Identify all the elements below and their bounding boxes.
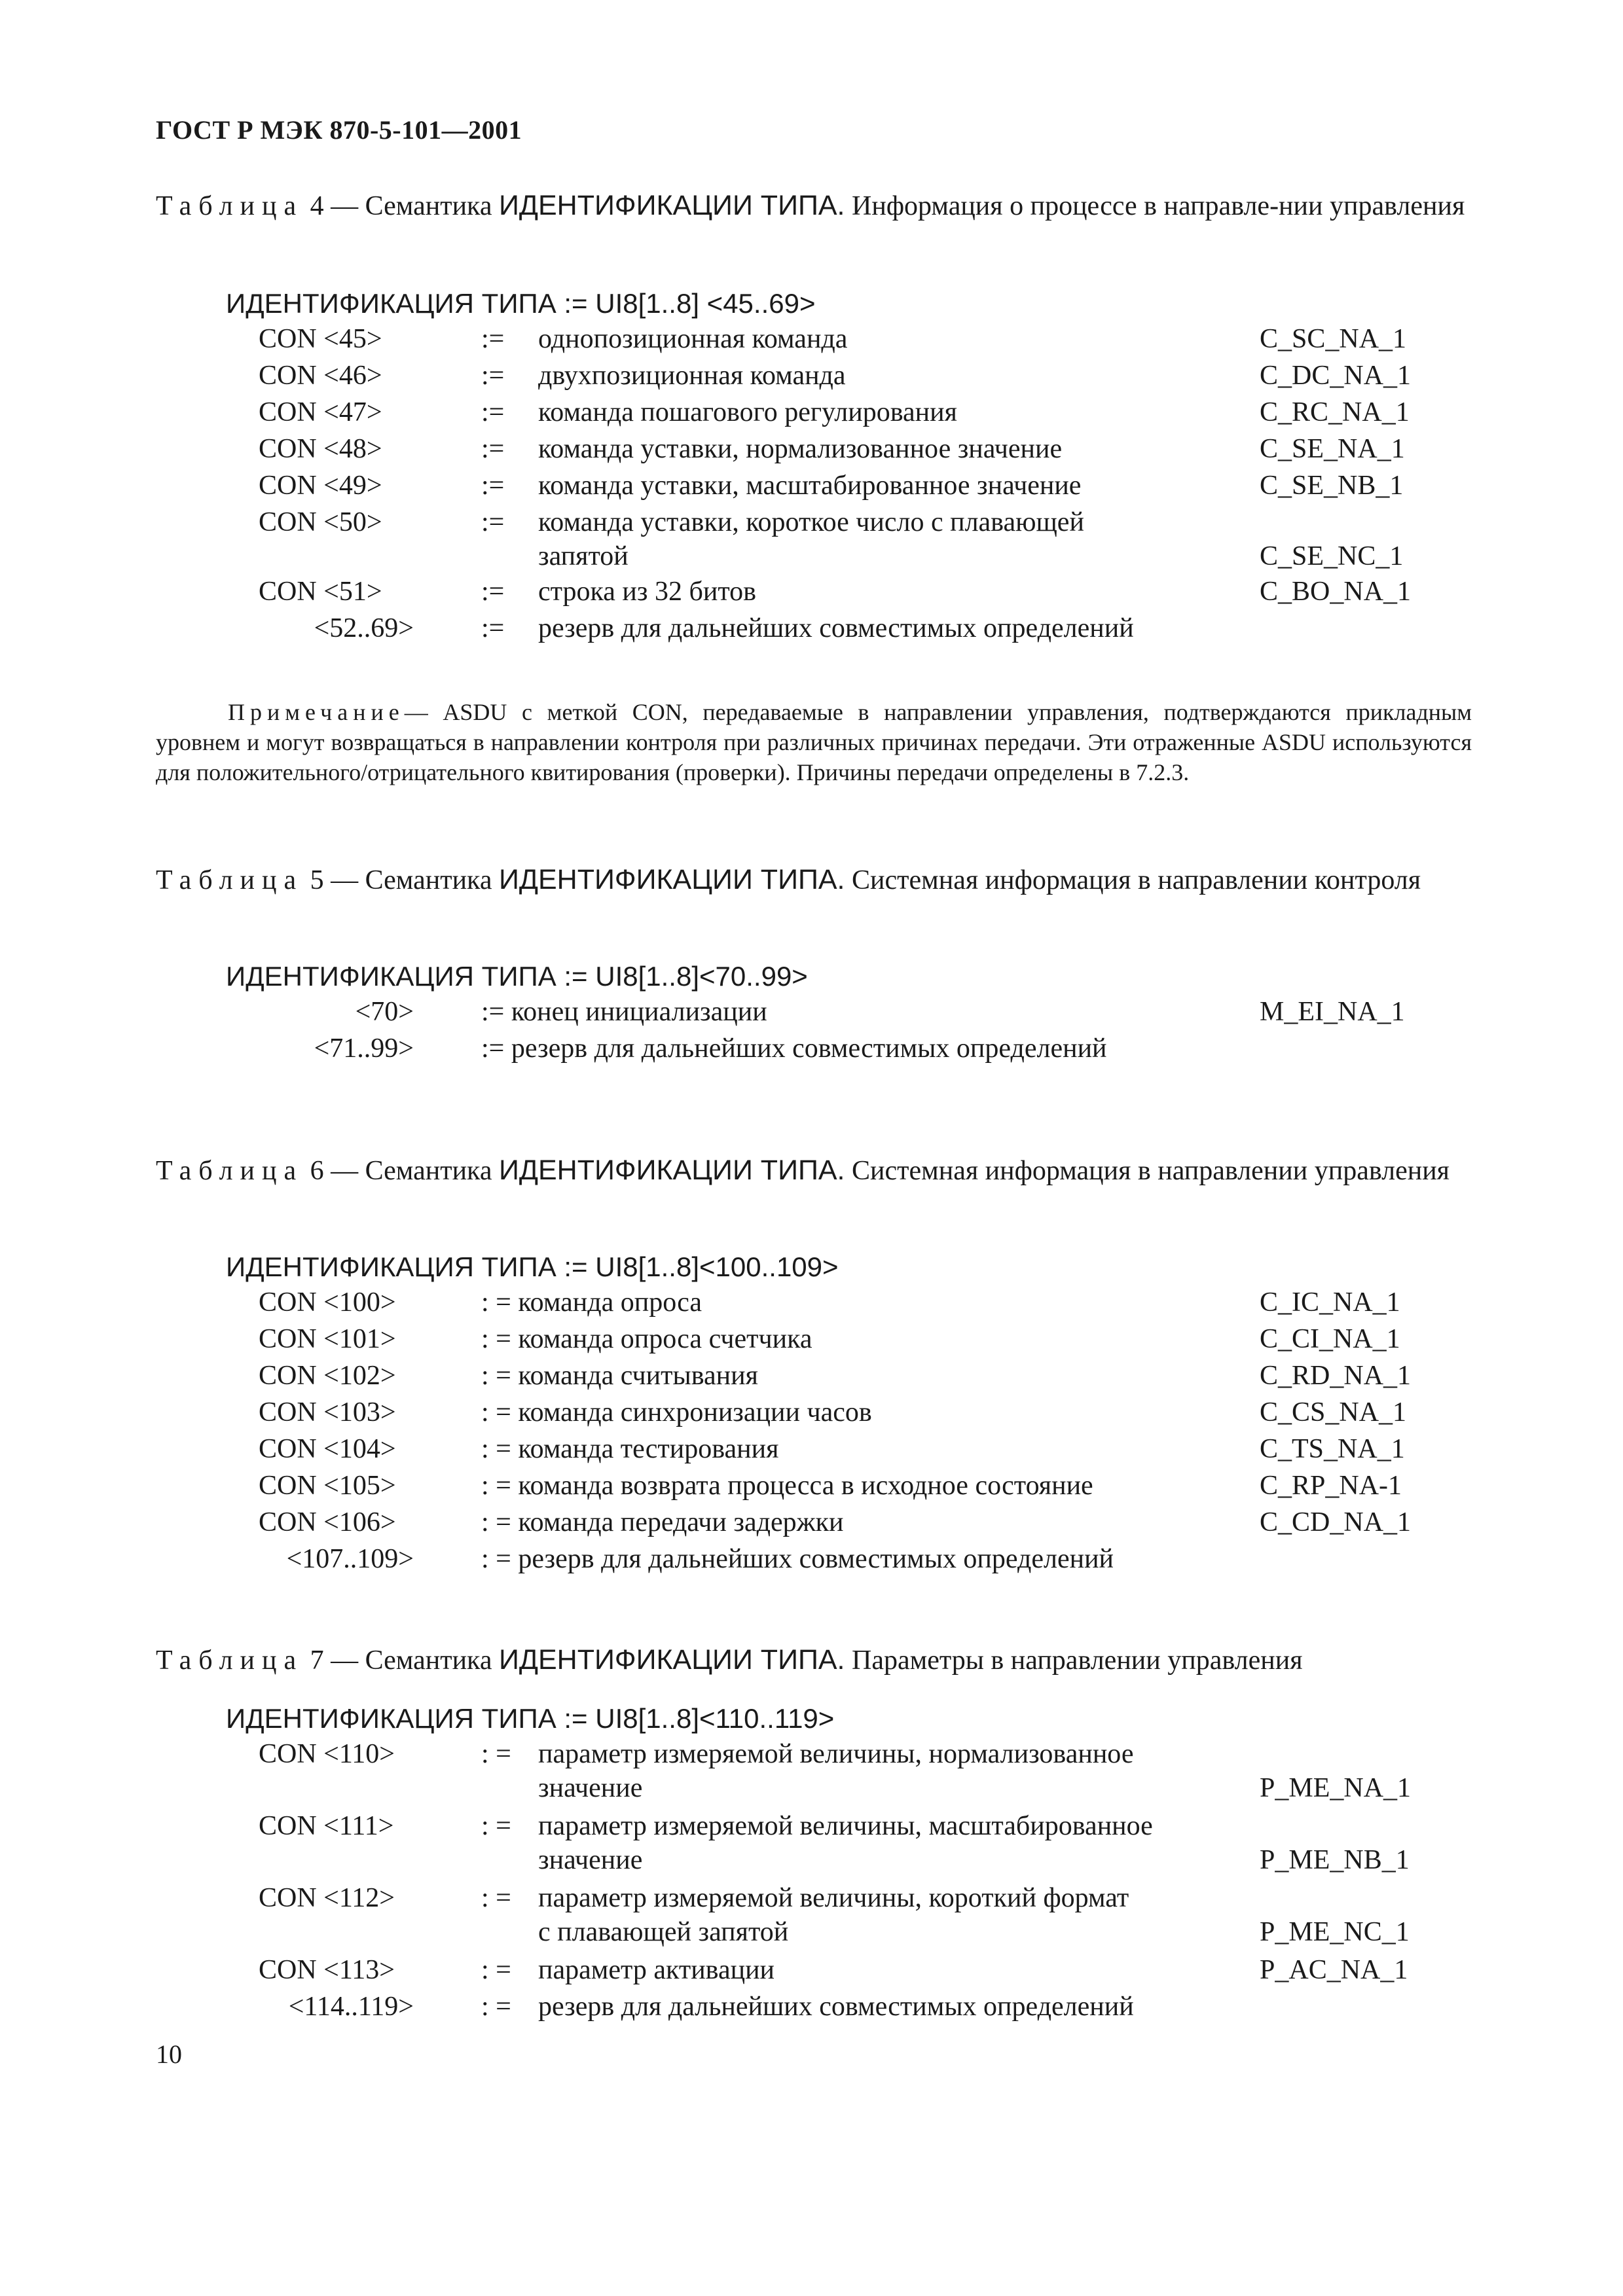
mnemonic-cell: C_SE_NB_1	[1260, 471, 1404, 501]
assign-operator: :=	[481, 471, 505, 501]
assign-operator: : =	[481, 1955, 511, 1985]
assign-operator: :=	[481, 324, 505, 354]
mnemonic-cell: P_ME_NC_1	[1260, 1917, 1410, 1947]
table6-definition: ИДЕНТИФИКАЦИЯ ТИПА := UI8[1..8]<100..109>	[226, 1251, 839, 1282]
description-cell: команда пошагового регулирования	[538, 397, 957, 427]
mnemonic-cell: C_RP_NA-1	[1260, 1471, 1402, 1501]
type-id-cell: <114..119>	[288, 1992, 414, 2022]
type-id-cell: CON <110>	[259, 1739, 395, 1769]
mnemonic-cell: C_BO_NA_1	[1260, 577, 1412, 607]
table4-caption-sem: Семантика	[365, 191, 492, 221]
table6-caption	[156, 1153, 1472, 1188]
description-cont: запятой	[538, 541, 629, 571]
table7-caption-dash: —	[331, 1645, 359, 1676]
description-cell: параметр измеряемой величины, масштабированное	[538, 1811, 1153, 1841]
table-row	[0, 1952, 1408, 1988]
type-id-cell: CON <101>	[259, 1324, 396, 1354]
mnemonic-cell: C_CD_NA_1	[1260, 1507, 1412, 1537]
page-header: ГОСТ Р МЭК 870-5-101—2001	[156, 115, 522, 145]
page-number: 10	[156, 2039, 182, 2069]
table6-caption-type: ИДЕНТИФИКАЦИИ ТИПА.	[498, 1155, 845, 1186]
assign-operator: : =	[481, 1992, 511, 2022]
description-cell: двухпозиционная команда	[538, 361, 846, 391]
type-id-cell: CON <100>	[259, 1287, 396, 1318]
table-row	[0, 1394, 1407, 1431]
mnemonic-cell: C_SE_NA_1	[1260, 434, 1405, 464]
table6-caption-word: Таблица	[156, 1156, 304, 1186]
table-row	[0, 994, 1405, 1030]
table7-caption-word: Таблица	[156, 1645, 304, 1676]
table5-caption-sem: Семантика	[365, 865, 492, 895]
table5-caption	[156, 863, 1472, 897]
description-cell: команда уставки, нормализованное значение	[538, 434, 1063, 464]
description-cell: : = команда возврата процесса в исходное состояние	[481, 1471, 1093, 1501]
table-row	[0, 1988, 1375, 2025]
table-row	[0, 1467, 1402, 1504]
assign-operator: : =	[481, 1811, 511, 1841]
table5-caption-dash: —	[331, 865, 359, 895]
type-id-cell: CON <112>	[259, 1883, 395, 1913]
description-cell: : = команда синхронизации часов	[481, 1397, 872, 1427]
table4-caption-num: 4	[310, 191, 324, 221]
table-row	[0, 610, 1375, 647]
type-id-cell: CON <50>	[259, 507, 382, 537]
description-cont: значение	[538, 1845, 643, 1875]
type-id-cell: CON <104>	[259, 1434, 396, 1464]
mnemonic-cell: P_AC_NA_1	[1260, 1955, 1408, 1985]
assign-operator: :=	[481, 577, 505, 607]
table-row	[0, 1284, 1400, 1321]
table7-caption-type: ИДЕНТИФИКАЦИИ ТИПА.	[498, 1644, 845, 1676]
description-cell: параметр измеряемой величины, короткий формат	[538, 1883, 1129, 1913]
type-id-cell: CON <111>	[259, 1811, 394, 1841]
description-cell: := конец инициализации	[481, 997, 767, 1027]
mnemonic-cell: C_SE_NC_1	[1260, 541, 1404, 571]
type-id-cell: CON <49>	[259, 471, 382, 501]
table-row	[0, 1357, 1412, 1394]
table7-caption-sem: Семантика	[365, 1645, 492, 1676]
table5-caption-type: ИДЕНТИФИКАЦИИ ТИПА.	[498, 864, 845, 895]
table5-caption-rest: Системная информация в направлении контроля	[852, 865, 1421, 895]
description-cell: строка из 32 битов	[538, 577, 756, 607]
table-row	[0, 504, 1404, 571]
table-row	[0, 1431, 1405, 1467]
description-cell: : = команда тестирования	[481, 1434, 779, 1464]
assign-operator: : =	[481, 1739, 511, 1769]
table-row	[0, 1808, 1410, 1875]
mnemonic-cell: P_ME_NB_1	[1260, 1845, 1410, 1875]
mnemonic-cell: C_CS_NA_1	[1260, 1397, 1407, 1427]
table-row	[0, 1541, 1375, 1577]
type-id-cell: CON <113>	[259, 1955, 395, 1985]
description-cell: : = команда опроса	[481, 1287, 702, 1318]
description-cell: : = команда передачи задержки	[481, 1507, 844, 1537]
type-id-cell: CON <48>	[259, 434, 382, 464]
table-row	[0, 573, 1412, 610]
table-row	[0, 1880, 1410, 1947]
assign-operator: :=	[481, 507, 505, 537]
type-id-cell: CON <102>	[259, 1361, 396, 1391]
type-id-cell: CON <103>	[259, 1397, 396, 1427]
note-block	[156, 697, 1472, 787]
table7-caption-rest: Параметры в направлении управления	[852, 1645, 1303, 1676]
note-text: — ASDU с меткой CON, передаваемые в направлении управления, подтверждаются прикладным уровнем и могут возвращаться в направлении контроля при различных причинах передачи. Эти отраженные ASDU используются для положительного/отрицательного квитирования (проверки). Причины передачи определены в 7.2.3.	[156, 699, 1472, 785]
table-row	[0, 431, 1405, 467]
mnemonic-cell: M_EI_NA_1	[1260, 997, 1405, 1027]
table6-caption-rest: Системная информация в направлении управления	[852, 1156, 1450, 1186]
description-cont: значение	[538, 1773, 643, 1803]
description-cell: резерв для дальнейших совместимых определений	[538, 1992, 1134, 2022]
table4-caption-rest: Информация о процессе в направле-нии управления	[852, 191, 1465, 221]
description-cell: параметр измеряемой величины, нормализованное	[538, 1739, 1134, 1769]
assign-operator: : =	[481, 1883, 511, 1913]
table6-caption-num: 6	[310, 1156, 324, 1186]
mnemonic-cell: C_RD_NA_1	[1260, 1361, 1412, 1391]
table-row	[0, 467, 1404, 504]
assign-operator: :=	[481, 361, 505, 391]
mnemonic-cell: C_DC_NA_1	[1260, 361, 1412, 391]
table-row	[0, 1030, 1375, 1067]
description-cell: команда уставки, короткое число с плавающей	[538, 507, 1084, 537]
table-row	[0, 321, 1407, 357]
assign-operator: :=	[481, 397, 505, 427]
table4-caption	[156, 188, 1472, 223]
table4-caption-word: Таблица	[156, 191, 304, 221]
mnemonic-cell: C_RC_NA_1	[1260, 397, 1410, 427]
table4-caption-dash: —	[331, 191, 359, 221]
description-cell: : = команда опроса счетчика	[481, 1324, 812, 1354]
type-id-cell: CON <47>	[259, 397, 382, 427]
table6-caption-dash: —	[331, 1156, 359, 1186]
description-cell: команда уставки, масштабированное значение	[538, 471, 1082, 501]
type-id-cell: <107..109>	[286, 1544, 414, 1574]
table-row	[0, 1504, 1412, 1541]
description-cell: : = команда считывания	[481, 1361, 758, 1391]
description-cont: с плавающей запятой	[538, 1917, 789, 1947]
type-id-cell: <70>	[355, 997, 414, 1027]
table-row	[0, 1736, 1412, 1803]
table5-caption-num: 5	[310, 865, 324, 895]
table-row	[0, 1321, 1400, 1357]
type-id-cell: <71..99>	[314, 1033, 414, 1064]
mnemonic-cell: P_ME_NA_1	[1260, 1773, 1412, 1803]
mnemonic-cell: C_TS_NA_1	[1260, 1434, 1405, 1464]
table-row	[0, 394, 1410, 431]
table7-caption	[156, 1643, 1472, 1677]
mnemonic-cell: C_IC_NA_1	[1260, 1287, 1400, 1318]
table7-caption-num: 7	[310, 1645, 324, 1676]
type-id-cell: CON <106>	[259, 1507, 396, 1537]
description-cell: := резерв для дальнейших совместимых определений	[481, 1033, 1107, 1064]
table7-definition: ИДЕНТИФИКАЦИЯ ТИПА := UI8[1..8]<110..119>	[226, 1703, 835, 1734]
description-cell: однопозиционная команда	[538, 324, 848, 354]
mnemonic-cell: C_SC_NA_1	[1260, 324, 1407, 354]
type-id-cell: CON <105>	[259, 1471, 396, 1501]
description-cell: резерв для дальнейших совместимых определений	[538, 613, 1134, 643]
description-cell: : = резерв для дальнейших совместимых определений	[481, 1544, 1114, 1574]
table-row	[0, 357, 1412, 394]
description-cell: параметр активации	[538, 1955, 775, 1985]
assign-operator: :=	[481, 613, 505, 643]
table4-caption-type: ИДЕНТИФИКАЦИИ ТИПА.	[498, 190, 845, 221]
type-id-cell: <52..69>	[314, 613, 414, 643]
type-id-cell: CON <45>	[259, 324, 382, 354]
table5-definition: ИДЕНТИФИКАЦИЯ ТИПА := UI8[1..8]<70..99>	[226, 961, 808, 992]
assign-operator: :=	[481, 434, 505, 464]
table4-definition: ИДЕНТИФИКАЦИЯ ТИПА := UI8[1..8] <45..69>	[226, 288, 816, 319]
table6-caption-sem: Семантика	[365, 1156, 492, 1186]
mnemonic-cell: C_CI_NA_1	[1260, 1324, 1400, 1354]
note-label: Примечание	[228, 699, 405, 725]
type-id-cell: CON <51>	[259, 577, 382, 607]
type-id-cell: CON <46>	[259, 361, 382, 391]
table5-caption-word: Таблица	[156, 865, 304, 895]
